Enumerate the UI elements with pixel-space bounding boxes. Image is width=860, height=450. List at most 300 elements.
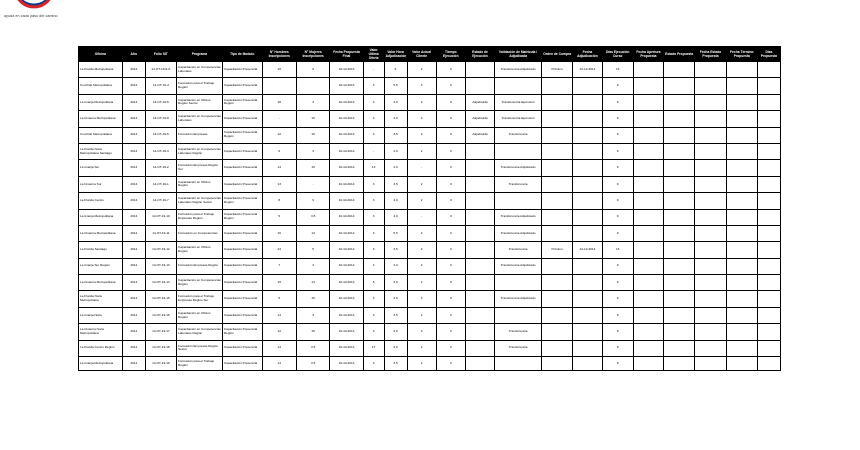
table-cell: 3 xyxy=(296,143,329,159)
table-cell: 3 xyxy=(363,209,384,225)
table-cell: Formación Empresas xyxy=(177,127,223,143)
table-cell: Capacitación Presencial Región xyxy=(222,94,262,110)
table-row xyxy=(79,143,781,159)
table-cell xyxy=(573,291,602,307)
table-cell xyxy=(695,78,726,94)
table-cell: Capacitación en Competencias Región xyxy=(177,275,223,291)
table-cell: 5,5 xyxy=(384,78,407,94)
table-cell: 14-OT-19-2 xyxy=(145,160,176,176)
table-cell xyxy=(757,143,780,159)
table-cell: Capacitación Presencial xyxy=(222,307,262,323)
table-cell: 9 xyxy=(602,143,633,159)
table-cell: 0 xyxy=(436,209,465,225)
table-cell: 10-10-2014 xyxy=(330,111,363,127)
table-cell: Transferencia Adjudicado xyxy=(495,160,542,176)
table-cell xyxy=(542,94,573,110)
table-cell: 2 xyxy=(407,225,436,241)
table-cell xyxy=(695,275,726,291)
table-cell: 0 xyxy=(436,78,465,94)
table-cell: Formación para el Trabajo Región xyxy=(177,357,223,371)
table-cell xyxy=(542,193,573,209)
table-cell: 3 xyxy=(363,193,384,209)
table-cell: 10-10-2014 xyxy=(330,324,363,340)
table-cell: 9 xyxy=(602,307,633,323)
table-cell xyxy=(573,324,602,340)
table-cell: 3,5 xyxy=(296,209,329,225)
table-cell: Formación Empresas Región Sector xyxy=(177,340,223,356)
table-cell: Capacitación Presencial xyxy=(222,78,262,94)
table-cell: Capacitación en Oficios Región xyxy=(177,176,223,192)
table-cell: Formación para el Trabajo Región xyxy=(177,78,223,94)
table-cell: 10-10-2014 xyxy=(330,291,363,307)
table-cell: Capacitación Presencial xyxy=(222,62,262,78)
table-cell xyxy=(542,324,573,340)
table-cell: 14-OT-19-8 xyxy=(145,111,176,127)
table-cell xyxy=(542,209,573,225)
table-cell xyxy=(465,143,494,159)
table-cell: 3,0 xyxy=(384,340,407,356)
table-cell: Formación en Competencias xyxy=(177,225,223,241)
table-cell xyxy=(495,78,542,94)
table-cell: 9 xyxy=(296,193,329,209)
table-cell xyxy=(726,209,757,225)
table-cell: 3 xyxy=(407,111,436,127)
table-cell: 2014 xyxy=(122,176,145,192)
table-cell: La Cisterna Norte Metropolitana xyxy=(79,324,123,340)
table-cell: La Cisterna Metropolitana xyxy=(79,275,123,291)
table-cell xyxy=(664,357,695,371)
table-cell: Capacitación en Competencias Laborales Región xyxy=(177,324,223,340)
table-cell: 9 xyxy=(602,258,633,274)
table-cell xyxy=(633,357,663,371)
table-cell: Capacitación Presencial xyxy=(222,143,262,159)
table-header-row xyxy=(79,47,781,62)
table-cell: 3 xyxy=(296,258,329,274)
table-cell: 3,5 xyxy=(384,176,407,192)
table-cell xyxy=(664,209,695,225)
table-cell: 14-OT-19-11 xyxy=(145,225,176,241)
table-cell: 9 xyxy=(602,127,633,143)
table-cell xyxy=(757,291,780,307)
table-cell xyxy=(542,291,573,307)
table-cell: 0 xyxy=(436,160,465,176)
table-cell: 3 xyxy=(296,307,329,323)
table-cell xyxy=(465,324,494,340)
table-cell xyxy=(695,307,726,323)
table-cell: La Granja Metropolitana xyxy=(79,357,123,371)
table-row xyxy=(79,209,781,225)
column-header: Días Ejecución Curso xyxy=(602,47,633,62)
table-cell xyxy=(465,242,494,258)
table-cell: Capacitación en Oficios Región Sector xyxy=(177,94,223,110)
table-cell: 13 xyxy=(602,242,633,258)
table-cell: 3,0 xyxy=(384,324,407,340)
table-cell xyxy=(542,258,573,274)
table-cell: 2 xyxy=(407,193,436,209)
table-cell: 2014 xyxy=(122,340,145,356)
table-cell: 10-10-2014 xyxy=(330,62,363,78)
column-header: Fecha Propuesta Final xyxy=(330,47,363,62)
table-cell xyxy=(495,357,542,371)
table-cell: 5 xyxy=(296,242,329,258)
table-cell: 2014 xyxy=(122,291,145,307)
table-cell xyxy=(542,275,573,291)
table-cell xyxy=(465,258,494,274)
table-cell xyxy=(542,307,573,323)
table-cell xyxy=(633,242,663,258)
table-cell xyxy=(633,94,663,110)
table-cell: Capacitación Presencial Región xyxy=(222,193,262,209)
table-row xyxy=(79,258,781,274)
table-cell: 2 xyxy=(407,94,436,110)
table-cell: Formación para el Trabajo Empresas Región Sur xyxy=(177,291,223,307)
table-cell xyxy=(633,111,663,127)
table-cell xyxy=(695,160,726,176)
table-cell xyxy=(695,357,726,371)
table-cell: 2 xyxy=(407,357,436,371)
table-cell xyxy=(695,176,726,192)
table-cell: La Florida Norte Metropolitana Santiago xyxy=(79,143,123,159)
table-cell: 0 xyxy=(436,176,465,192)
table-cell: 14-OT-19-7 xyxy=(145,193,176,209)
table-cell xyxy=(573,307,602,323)
table-cell xyxy=(695,324,726,340)
column-header: Tipo de Modulo xyxy=(222,47,262,62)
table-cell: Capacitación Presencial xyxy=(222,357,262,371)
table-row xyxy=(79,62,781,78)
table-cell: Capacitación Presencial xyxy=(222,275,262,291)
table-cell xyxy=(633,78,663,94)
column-header: Tiempo Ejecución xyxy=(436,47,465,62)
table-cell: 14 xyxy=(262,160,296,176)
table-cell xyxy=(757,193,780,209)
table-cell xyxy=(542,357,573,371)
table-cell: Capacitación en Competencias Laborales xyxy=(177,111,223,127)
table-cell: 3 xyxy=(407,324,436,340)
column-header: Valor Ultima Oferta xyxy=(363,47,384,62)
table-cell: 13 xyxy=(262,357,296,371)
table-cell xyxy=(664,127,695,143)
table-cell xyxy=(573,225,602,241)
table-cell xyxy=(465,291,494,307)
table-cell: 10-10-2014 xyxy=(330,242,363,258)
table-cell: Capacitación Presencial xyxy=(222,111,262,127)
table-cell xyxy=(542,340,573,356)
table-cell: Capacitación Presencial Región xyxy=(222,127,262,143)
table-cell: 9 xyxy=(602,78,633,94)
table-cell: 10-10-2014 xyxy=(330,275,363,291)
table-cell: 2014 xyxy=(122,111,145,127)
table-cell xyxy=(757,78,780,94)
table-cell: 8 xyxy=(262,193,296,209)
table-cell: 15 xyxy=(296,324,329,340)
table-cell: 14-OT-19-10 xyxy=(145,209,176,225)
table-cell xyxy=(542,176,573,192)
table-cell xyxy=(495,143,542,159)
table-cell: 10-10-2014 xyxy=(330,340,363,356)
table-row xyxy=(79,111,781,127)
table-cell xyxy=(633,176,663,192)
table-cell: 13 xyxy=(262,307,296,323)
table-cell: 15 xyxy=(296,160,329,176)
table-cell: 2014 xyxy=(122,324,145,340)
table-cell xyxy=(726,78,757,94)
table-row xyxy=(79,324,781,340)
table-cell: La Granja Metropolitana xyxy=(79,209,123,225)
table-cell xyxy=(757,242,780,258)
table-cell: La Granja Metropolitana xyxy=(79,94,123,110)
table-cell xyxy=(757,258,780,274)
column-header: N° Mujeres Inscripciones xyxy=(296,47,329,62)
table-cell: Capacitación en Oficios Región xyxy=(177,242,223,258)
table-cell: 10-10-2014 xyxy=(330,193,363,209)
table-cell: 13 xyxy=(296,275,329,291)
table-cell xyxy=(664,176,695,192)
table-cell: Próximo xyxy=(542,62,573,78)
table-cell: 5 xyxy=(363,275,384,291)
table-cell: 2 xyxy=(407,242,436,258)
table-cell: Transferencia xyxy=(495,340,542,356)
table-cell: 14-OT-19-18 xyxy=(145,340,176,356)
table-cell xyxy=(573,258,602,274)
table-cell: 10-10-2014 xyxy=(330,127,363,143)
table-cell xyxy=(262,78,296,94)
table-cell xyxy=(664,143,695,159)
table-cell: 2 xyxy=(407,275,436,291)
table-cell: 9 xyxy=(602,176,633,192)
table-cell xyxy=(757,160,780,176)
table-cell: Transferencia Adjudicado xyxy=(495,209,542,225)
table-cell xyxy=(633,225,663,241)
table-cell: 10-10-2014 xyxy=(330,357,363,371)
table-row xyxy=(79,291,781,307)
table-cell xyxy=(542,127,573,143)
table-cell xyxy=(726,307,757,323)
tagline: ayuda en cada paso del camino xyxy=(4,14,58,18)
table-cell xyxy=(664,242,695,258)
table-cell xyxy=(757,340,780,356)
table-cell: 0 xyxy=(436,357,465,371)
table-cell xyxy=(664,275,695,291)
table-cell: Capacitación Presencial xyxy=(222,176,262,192)
table-cell: 3 xyxy=(407,78,436,94)
table-cell xyxy=(465,78,494,94)
table-cell: Adjudicada xyxy=(465,127,494,143)
table-cell xyxy=(726,143,757,159)
table-cell xyxy=(495,275,542,291)
table-cell xyxy=(664,160,695,176)
table-cell: 0 xyxy=(436,340,465,356)
table-cell: Próximo xyxy=(542,242,573,258)
table-cell: 3 xyxy=(363,357,384,371)
table-cell: 14-OT-19-6 xyxy=(145,94,176,110)
table-cell: 0 xyxy=(436,193,465,209)
table-cell xyxy=(664,94,695,110)
table-cell: Capacitación Presencial Región xyxy=(222,324,262,340)
table-cell: 0 xyxy=(436,127,465,143)
table-cell xyxy=(465,209,494,225)
table-cell: 2 xyxy=(407,176,436,192)
table-cell: 14-OT-19-1 xyxy=(145,176,176,192)
table-cell: 10-10-2014 xyxy=(330,143,363,159)
table-cell: La Cisterna Sur xyxy=(79,176,123,192)
table-cell: 16 xyxy=(262,225,296,241)
table-row xyxy=(79,160,781,176)
column-header: Fecha Término Propuesta xyxy=(726,47,757,62)
table-cell: 4 xyxy=(363,258,384,274)
table-cell: Capacitación Presencial xyxy=(222,291,262,307)
table-row xyxy=(79,94,781,110)
table-cell: 24 xyxy=(262,242,296,258)
table-cell: Capacitación Presencial xyxy=(222,258,262,274)
table-cell: 14-OT-19-4 xyxy=(145,78,176,94)
table-cell: Capacitación en Competencias Laborales Región xyxy=(177,143,223,159)
table-row xyxy=(79,176,781,192)
table-cell xyxy=(757,111,780,127)
table-cell: La Cisterna Metropolitana xyxy=(79,225,123,241)
table-cell: 9 xyxy=(602,209,633,225)
table-cell: 10-10-2014 xyxy=(330,225,363,241)
table-cell: 2014 xyxy=(122,209,145,225)
table-cell: 4,0 xyxy=(384,160,407,176)
table-cell xyxy=(695,143,726,159)
table-cell: 15 xyxy=(262,62,296,78)
table-cell xyxy=(695,209,726,225)
table-cell xyxy=(633,160,663,176)
table-cell: Capacitación Presencial Región xyxy=(222,209,262,225)
table-cell xyxy=(726,340,757,356)
table-cell xyxy=(757,62,780,78)
table-cell: 9 xyxy=(602,291,633,307)
table-cell xyxy=(664,291,695,307)
table-cell xyxy=(573,127,602,143)
table-cell xyxy=(573,94,602,110)
table-cell: 2014 xyxy=(122,307,145,323)
table-row xyxy=(79,127,781,143)
table-cell: 3 xyxy=(363,94,384,110)
table-cell: 2014 xyxy=(122,242,145,258)
table-cell: 3 xyxy=(363,242,384,258)
table-cell: 13 xyxy=(262,340,296,356)
table-cell: 10-10-2014 xyxy=(330,209,363,225)
column-header: Folio SIT xyxy=(145,47,176,62)
table-cell xyxy=(757,357,780,371)
table-cell xyxy=(465,340,494,356)
table-cell: 2014 xyxy=(122,78,145,94)
table-cell xyxy=(573,176,602,192)
column-header: Estado Propuesta xyxy=(664,47,695,62)
table-cell: 0 xyxy=(436,307,465,323)
table-cell: 4,0 xyxy=(384,94,407,110)
data-table xyxy=(78,46,781,371)
table-cell: 3,0 xyxy=(384,275,407,291)
table-cell xyxy=(695,225,726,241)
table-cell: Transferencia Adjudicado xyxy=(495,62,542,78)
table-cell: Transferencia xyxy=(495,127,542,143)
table-cell: 9 xyxy=(296,62,329,78)
table-cell: Transferencia xyxy=(495,176,542,192)
table-row xyxy=(79,78,781,94)
table-cell: Adjudicada xyxy=(465,111,494,127)
table-row xyxy=(79,275,781,291)
table-cell xyxy=(465,62,494,78)
table-cell xyxy=(633,291,663,307)
table-cell xyxy=(573,357,602,371)
table-cell: - xyxy=(407,160,436,176)
table-cell xyxy=(633,340,663,356)
table-cell: 2014 xyxy=(122,127,145,143)
table-cell xyxy=(465,176,494,192)
table-cell xyxy=(757,127,780,143)
table-cell: 2014 xyxy=(122,357,145,371)
table-cell xyxy=(633,127,663,143)
table-cell: 3 xyxy=(363,307,384,323)
table-cell: 0 xyxy=(436,258,465,274)
table-cell xyxy=(726,324,757,340)
table-cell: Formación Empresas Región Sur xyxy=(177,160,223,176)
table-cell xyxy=(695,62,726,78)
table-cell xyxy=(757,209,780,225)
table-cell xyxy=(695,291,726,307)
table-cell: 3 xyxy=(363,127,384,143)
table-cell xyxy=(695,258,726,274)
table-cell: 12 xyxy=(262,324,296,340)
table-cell: 14-OT-19-19 xyxy=(145,357,176,371)
table-cell xyxy=(573,143,602,159)
table-cell: Capacitación en Oficios Región xyxy=(177,307,223,323)
column-header: Oficina xyxy=(79,47,123,62)
table-cell xyxy=(695,242,726,258)
table-cell xyxy=(465,307,494,323)
table-cell: 9 xyxy=(602,324,633,340)
table-cell: 17 xyxy=(363,340,384,356)
table-cell: La Florida Santiago xyxy=(79,242,123,258)
table-cell: La Cisterna Metropolitana xyxy=(79,111,123,127)
table-cell: 10-10-2014 xyxy=(330,307,363,323)
table-cell: Capacitación Presencial xyxy=(222,160,262,176)
table-cell: 0 xyxy=(436,111,465,127)
table-cell xyxy=(726,258,757,274)
table-cell: 2014 xyxy=(122,193,145,209)
table-cell: 10-10-2014 xyxy=(330,258,363,274)
table-cell: 9 xyxy=(602,193,633,209)
table-cell: 9 xyxy=(602,160,633,176)
table-row xyxy=(79,307,781,323)
column-header: Valor Actual Cliente xyxy=(407,47,436,62)
table-cell: 2014 xyxy=(122,143,145,159)
table-cell: 4,0 xyxy=(384,209,407,225)
table-cell xyxy=(633,193,663,209)
table-cell: - xyxy=(296,176,329,192)
column-header: Días Propuesta xyxy=(757,47,780,62)
table-cell xyxy=(573,340,602,356)
table-cell xyxy=(726,193,757,209)
table-cell xyxy=(726,111,757,127)
table-cell: Transferencia xyxy=(495,242,542,258)
table-cell xyxy=(573,209,602,225)
table-cell: 2 xyxy=(407,143,436,159)
table-cell: 9 xyxy=(602,111,633,127)
table-cell: 12 xyxy=(262,127,296,143)
table-cell: Transferencia Adjudicado xyxy=(495,225,542,241)
table-cell xyxy=(726,275,757,291)
column-header: Orden de Compra xyxy=(542,47,573,62)
table-cell xyxy=(695,340,726,356)
table-cell xyxy=(757,307,780,323)
table-cell xyxy=(495,307,542,323)
table-cell: - xyxy=(407,209,436,225)
table-cell: 0 xyxy=(436,324,465,340)
